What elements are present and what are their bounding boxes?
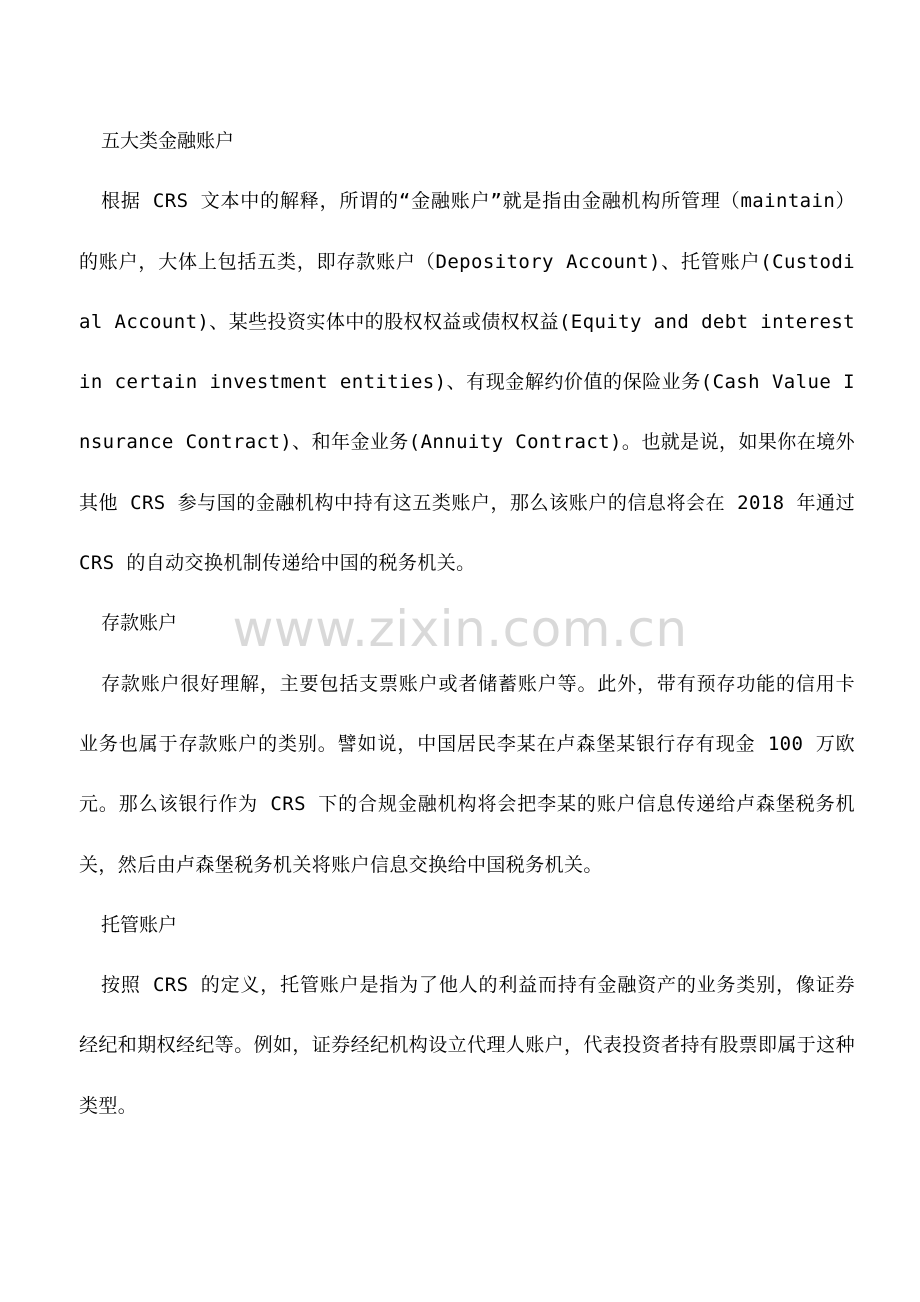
section-heading-depository-account: 存款账户 — [101, 612, 178, 635]
paragraph-five-account-types: 根据 CRS 文本中的解释，所谓的“金融账户”就是指由金融机构所管理（maintain）的账户，大体上包括五类，即存款账户（Depository Account)、托管账户(Custodial Account)、某些投资实体中的股权权益或债权权益(Equity and debt interest in certain investment entities)、有现金解约价值的保险业务(Cash Value Insurance Contract)、和年金业务(Annuity Contract)。也就是说，如果你在境外其他 CRS 参与国的金融机构中持有这五类账户，那么该账户的信息将会在 2018 年通过 CRS 的自动交换机制传递给中国的税务机关。 — [79, 190, 855, 575]
paragraph-custodial-account: 按照 CRS 的定义，托管账户是指为了他人的利益而持有金融资产的业务类别，像证券经纪和期权经纪等。例如，证券经纪机构设立代理人账户，代表投资者持有股票即属于这种类型。 — [79, 974, 856, 1117]
document-body — [79, 111, 855, 1136]
paragraph-depository-account: 存款账户很好理解，主要包括支票账户或者储蓄账户等。此外，带有预存功能的信用卡业务也属于存款账户的类别。譬如说，中国居民李某在卢森堡某银行存有现金 100 万欧元。那么该银行作为 CRS 下的合规金融机构将会把李某的账户信息传递给卢森堡税务机关，然后由卢森堡税务机关将账户信息交换给中国税务机关。 — [79, 672, 855, 876]
section-heading-custodial-account: 托管账户 — [101, 913, 178, 936]
watermark: www.zixin.com.cn — [232, 600, 688, 658]
section-heading-five-account-types: 五大类金融账户 — [101, 130, 235, 152]
